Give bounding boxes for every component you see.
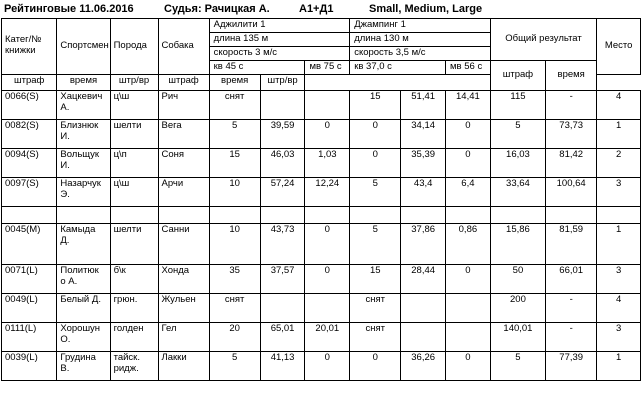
row-breed: ц\ш — [110, 90, 158, 119]
row-jumping-penalty: 15 — [350, 90, 401, 119]
row-jumping-pentime: 6,4 — [446, 177, 491, 206]
row-breed: голден — [110, 322, 158, 351]
subcol-jumping-pentime: штр/вр — [260, 74, 305, 90]
table-row[interactable] — [2, 90, 641, 119]
spacer-cell-a — [305, 74, 350, 90]
row-jumping-time: 36,26 — [401, 351, 446, 380]
row-sportsman: Политюк о А. — [57, 264, 110, 293]
sheet-title-row — [0, 0, 642, 18]
row-agility-time: 57,24 — [260, 177, 305, 206]
row-place: 1 — [597, 351, 641, 380]
row-total-time: - — [546, 90, 597, 119]
separator-cell — [490, 206, 545, 223]
row-total-time: 81,59 — [546, 223, 597, 264]
row-place: 3 — [597, 322, 641, 351]
row-dog: Жульен — [158, 293, 209, 322]
row-total-penalty: 50 — [490, 264, 545, 293]
class-label: А1+Д1 — [299, 3, 334, 15]
row-cat: 0094(S) — [2, 148, 57, 177]
row-total-penalty: 5 — [490, 119, 545, 148]
row-jumping-penalty: 0 — [350, 351, 401, 380]
row-cat: 0071(L) — [2, 264, 57, 293]
col-header-sportsman: Спортсмен — [57, 19, 110, 75]
judge-label: Судья: Рачицкая А. — [164, 3, 270, 15]
header-row-group-names — [2, 19, 641, 33]
row-jumping-pentime: 0 — [446, 148, 491, 177]
row-agility-penalty: снят — [209, 293, 260, 322]
row-jumping-time — [401, 322, 446, 351]
separator-cell — [350, 206, 401, 223]
row-jumping-penalty: 5 — [350, 177, 401, 206]
row-agility-pentime — [305, 90, 350, 119]
group-jumping-mv: мв 56 с — [446, 60, 491, 74]
row-agility-penalty: 5 — [209, 351, 260, 380]
table-row[interactable] — [2, 322, 641, 351]
row-place: 2 — [597, 148, 641, 177]
row-jumping-pentime: 14,41 — [446, 90, 491, 119]
row-jumping-pentime: 0 — [446, 119, 491, 148]
row-cat: 0045(M) — [2, 223, 57, 264]
col-header-breed: Порода — [110, 19, 158, 75]
row-place: 4 — [597, 293, 641, 322]
row-sportsman: Хорошун О. — [57, 322, 110, 351]
separator-cell — [401, 206, 446, 223]
row-agility-pentime: 0 — [305, 264, 350, 293]
col-header-total-penalty: штраф — [490, 60, 545, 90]
col-header-dog: Собака — [158, 19, 209, 75]
row-dog: Хонда — [158, 264, 209, 293]
row-dog: Санни — [158, 223, 209, 264]
group-header-agility: Аджилити 1 — [209, 19, 350, 33]
row-agility-pentime — [305, 293, 350, 322]
row-breed: грюн. — [110, 293, 158, 322]
separator-cell — [110, 206, 158, 223]
row-breed: б\к — [110, 264, 158, 293]
row-agility-pentime: 12,24 — [305, 177, 350, 206]
row-dog: Гел — [158, 322, 209, 351]
row-agility-penalty: 10 — [209, 177, 260, 206]
group-jumping-length: длина 130 м — [350, 32, 491, 46]
row-agility-time: 41,13 — [260, 351, 305, 380]
row-total-penalty: 16,03 — [490, 148, 545, 177]
row-jumping-penalty: 5 — [350, 223, 401, 264]
row-jumping-time: 34,14 — [401, 119, 446, 148]
group-header-jumping: Джампинг 1 — [350, 19, 491, 33]
row-dog: Рич — [158, 90, 209, 119]
separator-cell — [2, 206, 57, 223]
row-jumping-pentime — [446, 293, 491, 322]
table-row[interactable] — [2, 177, 641, 206]
row-place: 3 — [597, 177, 641, 206]
row-jumping-penalty: снят — [350, 322, 401, 351]
table-row[interactable] — [2, 119, 641, 148]
col-header-total-time: время — [546, 60, 597, 90]
row-cat: 0082(S) — [2, 119, 57, 148]
row-jumping-time: 35,39 — [401, 148, 446, 177]
table-row[interactable] — [2, 351, 641, 380]
row-place: 1 — [597, 223, 641, 264]
table-row[interactable] — [2, 264, 641, 293]
row-cat: 0097(S) — [2, 177, 57, 206]
group-jumping-kv: кв 37,0 с — [350, 60, 446, 74]
separator-cell — [57, 206, 110, 223]
row-agility-pentime: 1,03 — [305, 148, 350, 177]
row-jumping-pentime — [446, 322, 491, 351]
row-total-penalty: 115 — [490, 90, 545, 119]
row-breed: ц\п — [110, 148, 158, 177]
col-header-place: Место — [597, 19, 641, 75]
row-total-time: 73,73 — [546, 119, 597, 148]
row-cat: 0066(S) — [2, 90, 57, 119]
row-total-time: - — [546, 322, 597, 351]
table-row[interactable] — [2, 223, 641, 264]
row-place: 1 — [597, 119, 641, 148]
table-row[interactable] — [2, 293, 641, 322]
row-agility-penalty: 5 — [209, 119, 260, 148]
spacer-cell-c — [401, 74, 446, 90]
row-agility-time: 43,73 — [260, 223, 305, 264]
group-agility-speed: скорость 3 м/с — [209, 46, 350, 60]
row-total-penalty: 200 — [490, 293, 545, 322]
rating-title: Рейтинговые 11.06.2016 — [4, 3, 134, 15]
row-sportsman: Грудина В. — [57, 351, 110, 380]
group-agility-length: длина 135 м — [209, 32, 350, 46]
row-cat: 0039(L) — [2, 351, 57, 380]
row-sportsman: Близнюк И. — [57, 119, 110, 148]
row-agility-penalty: 15 — [209, 148, 260, 177]
row-jumping-penalty: 15 — [350, 264, 401, 293]
separator-cell — [546, 206, 597, 223]
row-sportsman: Хацкевич А. — [57, 90, 110, 119]
row-jumping-time: 51,41 — [401, 90, 446, 119]
row-sportsman: Вольщук И. — [57, 148, 110, 177]
row-agility-pentime: 0 — [305, 223, 350, 264]
row-dog: Соня — [158, 148, 209, 177]
separator-cell — [305, 206, 350, 223]
row-jumping-penalty: 0 — [350, 119, 401, 148]
subcol-jumping-time: время — [209, 74, 260, 90]
row-total-time: - — [546, 293, 597, 322]
group-agility-kv: кв 45 с — [209, 60, 305, 74]
row-total-time: 77,39 — [546, 351, 597, 380]
subcol-agility-time: время — [57, 74, 110, 90]
group-jumping-speed: скорость 3,5 м/с — [350, 46, 491, 60]
row-agility-pentime: 0 — [305, 119, 350, 148]
table-row[interactable] — [2, 148, 641, 177]
row-total-penalty: 33,64 — [490, 177, 545, 206]
row-jumping-time — [401, 293, 446, 322]
row-breed: тайск. ридж. — [110, 351, 158, 380]
row-agility-time: 37,57 — [260, 264, 305, 293]
row-agility-time: 39,59 — [260, 119, 305, 148]
row-dog: Вега — [158, 119, 209, 148]
row-jumping-time: 37,86 — [401, 223, 446, 264]
row-agility-pentime: 0 — [305, 351, 350, 380]
row-jumping-penalty: 0 — [350, 148, 401, 177]
row-cat: 0049(L) — [2, 293, 57, 322]
row-sportsman: Камыда Д. — [57, 223, 110, 264]
separator-cell — [446, 206, 491, 223]
row-total-time: 66,01 — [546, 264, 597, 293]
separator-cell — [260, 206, 305, 223]
row-agility-time: 65,01 — [260, 322, 305, 351]
row-agility-penalty: 20 — [209, 322, 260, 351]
row-agility-penalty: снят — [209, 90, 260, 119]
separator-cell — [158, 206, 209, 223]
row-agility-penalty: 35 — [209, 264, 260, 293]
row-total-penalty: 15,86 — [490, 223, 545, 264]
group-agility-mv: мв 75 с — [305, 60, 350, 74]
row-jumping-pentime: 0 — [446, 264, 491, 293]
row-place: 4 — [597, 90, 641, 119]
spacer-cell-b — [350, 74, 401, 90]
row-jumping-pentime: 0,86 — [446, 223, 491, 264]
col-header-total: Общий результат — [490, 19, 596, 61]
separator-cell — [597, 206, 641, 223]
sizes-label: Small, Medium, Large — [369, 3, 483, 15]
row-breed: шелти — [110, 223, 158, 264]
row-agility-time: 46,03 — [260, 148, 305, 177]
col-header-katnumber: Катег/№ книжки — [2, 19, 57, 75]
row-total-penalty: 140,01 — [490, 322, 545, 351]
subcol-agility-pentime: штр/вр — [110, 74, 158, 90]
row-dog: Лакки — [158, 351, 209, 380]
row-agility-time — [260, 293, 305, 322]
row-breed: шелти — [110, 119, 158, 148]
subcol-agility-penalty: штраф — [2, 74, 57, 90]
row-total-time: 100,64 — [546, 177, 597, 206]
row-jumping-penalty: снят — [350, 293, 401, 322]
results-table — [1, 18, 641, 381]
row-sportsman: Назарчук Э. — [57, 177, 110, 206]
subcol-jumping-penalty: штраф — [158, 74, 209, 90]
row-jumping-time: 43,4 — [401, 177, 446, 206]
row-total-penalty: 5 — [490, 351, 545, 380]
row-agility-pentime: 20,01 — [305, 322, 350, 351]
row-dog: Арчи — [158, 177, 209, 206]
separator-cell — [209, 206, 260, 223]
row-total-time: 81,42 — [546, 148, 597, 177]
table-separator-row — [2, 206, 641, 223]
row-jumping-time: 28,44 — [401, 264, 446, 293]
row-cat: 0111(L) — [2, 322, 57, 351]
row-agility-time — [260, 90, 305, 119]
row-sportsman: Белый Д. — [57, 293, 110, 322]
row-agility-penalty: 10 — [209, 223, 260, 264]
row-breed: ц\ш — [110, 177, 158, 206]
row-place: 3 — [597, 264, 641, 293]
row-jumping-pentime: 0 — [446, 351, 491, 380]
